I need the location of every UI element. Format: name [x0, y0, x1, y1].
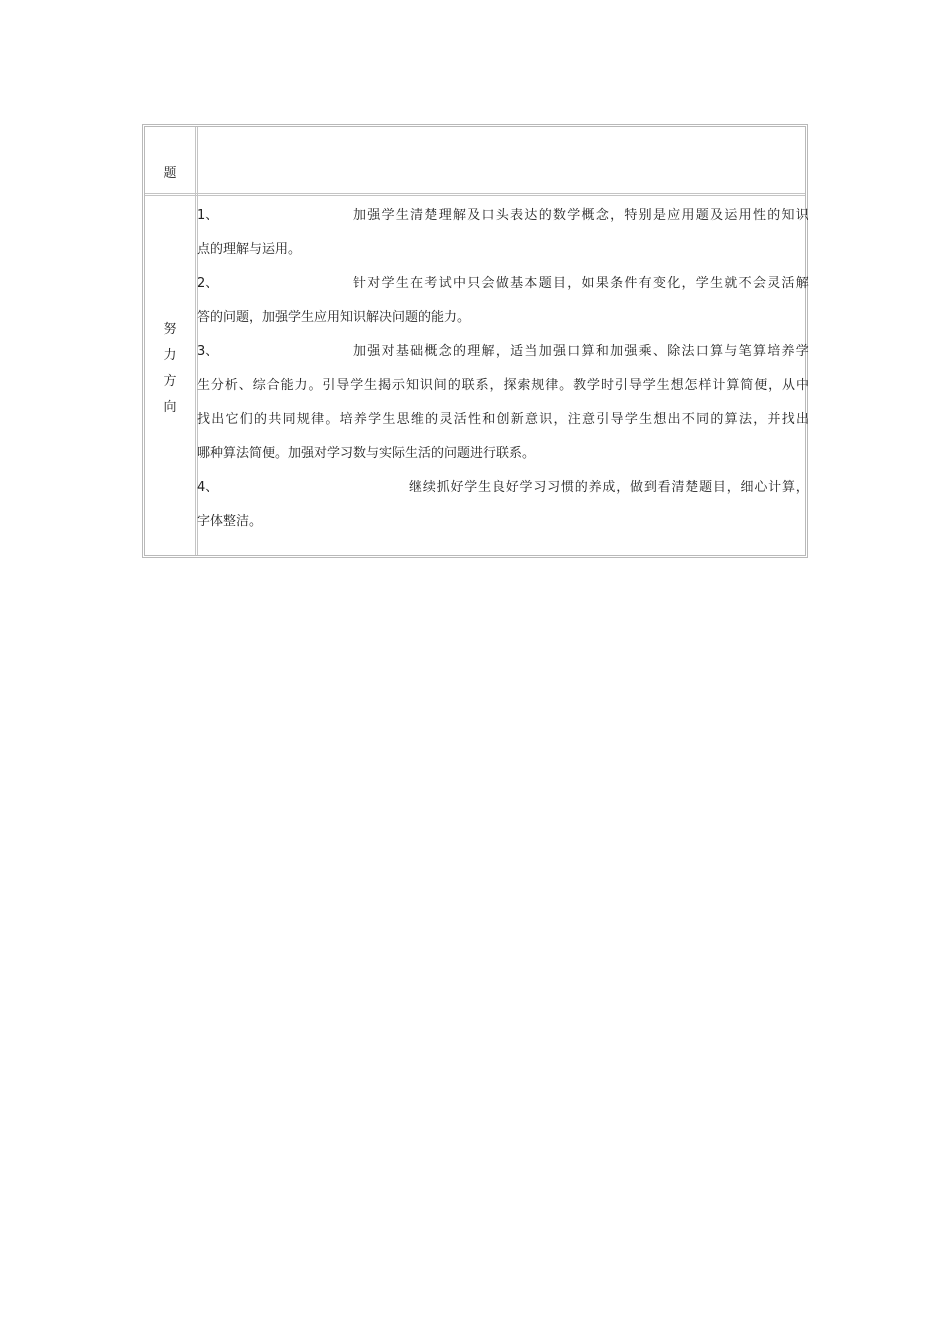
list-item [197, 199, 809, 267]
item-number: 2、 [197, 276, 219, 291]
side-label-cell [145, 317, 195, 421]
item-text-continuation: 生分析、综合能力。引导学生揭示知识间的联系，探索规律。教学时引导学生想怎样计算简便，从中 [197, 378, 809, 393]
row-divider [145, 193, 805, 196]
item-text: 针对学生在考试中只会做基本题目，如果条件有变化，学生就不会灵活解 [353, 276, 809, 291]
list-item [197, 267, 809, 335]
item-text-continuation: 哪种算法简便。加强对学习数与实际生活的问题进行联系。 [197, 446, 536, 461]
item-text-continuation: 找出它们的共同规律。培养学生思维的灵活性和创新意识，注意引导学生想出不同的算法，并找出 [197, 412, 809, 427]
goals-table [142, 124, 808, 558]
list-item [197, 335, 809, 471]
header-label-cell: 题 [163, 166, 177, 181]
item-number: 3、 [197, 344, 219, 359]
item-number: 4、 [197, 480, 219, 495]
side-label-char: 力 [163, 348, 177, 363]
content-cell [197, 199, 809, 539]
item-text-continuation: 字体整洁。 [197, 514, 263, 529]
item-text-continuation: 答的问题，加强学生应用知识解决问题的能力。 [197, 310, 471, 325]
list-item [197, 471, 809, 539]
item-text: 继续抓好学生良好学习习惯的养成，做到看清楚题目，细心计算， [409, 480, 809, 495]
item-number: 1、 [197, 208, 219, 223]
side-label-char: 向 [163, 400, 177, 415]
side-label-char: 方 [163, 374, 177, 389]
side-label-char: 努 [163, 322, 177, 337]
item-text: 加强学生清楚理解及口头表达的数学概念，特别是应用题及运用性的知识 [353, 208, 809, 223]
item-text-continuation: 点的理解与运用。 [197, 242, 302, 257]
item-text: 加强对基础概念的理解，适当加强口算和加强乘、除法口算与笔算培养学 [353, 344, 809, 359]
